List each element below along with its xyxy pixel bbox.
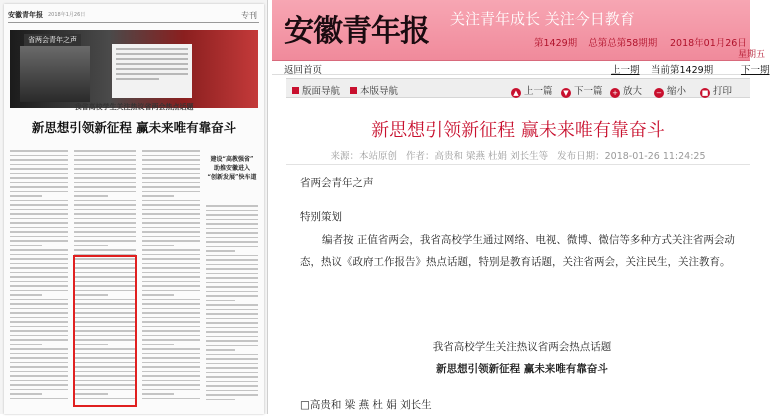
- page-nav-label: 本版导航: [360, 86, 399, 97]
- newspaper-page-scan[interactable]: [0, 0, 268, 414]
- issue-nav-bar: [272, 61, 770, 76]
- square-bullet-icon: [292, 87, 299, 94]
- newspaper-banner-label: 省两会青年之声: [24, 34, 81, 46]
- arrow-down-icon: ▼: [561, 88, 571, 98]
- article-meta: [286, 148, 750, 162]
- prev-article-label: 上一篇: [524, 86, 553, 97]
- printer-icon: ■: [701, 89, 709, 97]
- arrow-up-icon: ▲: [511, 88, 521, 98]
- site-logo[interactable]: 安徽青年报: [284, 14, 429, 49]
- side-headline-line: 建设“高教强省”: [210, 156, 254, 163]
- article-special-label: 特别策划: [300, 211, 342, 223]
- newspaper-headline[interactable]: 新思想引领新征程 赢未来唯有靠奋斗: [31, 120, 237, 135]
- prev-article-button[interactable]: [511, 83, 553, 98]
- article-byline: □高贵和 梁 燕 杜 娟 刘长生: [300, 399, 432, 411]
- article-toolbar: [286, 78, 750, 98]
- newspaper-banner-photo: [20, 46, 90, 102]
- meta-divider: [286, 164, 750, 165]
- zoom-out-button[interactable]: [654, 83, 686, 98]
- print-button[interactable]: [700, 83, 732, 98]
- side-headline-line: 助推安徽进入: [213, 165, 250, 172]
- article-reader: [272, 0, 770, 414]
- plus-icon: +: [610, 88, 620, 98]
- back-home-link[interactable]: 返回首页: [284, 65, 323, 76]
- newspaper-kicker: 我省高校学生关注热议省两会热点话题: [74, 102, 194, 111]
- issue-date: 2018年01月26日: [670, 38, 747, 49]
- square-bullet-icon: [350, 87, 357, 94]
- newspaper-header-rule: [8, 22, 259, 23]
- issue-weekday: 星期五: [738, 50, 766, 60]
- next-article-button[interactable]: [561, 83, 603, 98]
- layout-nav-label: 版面导航: [302, 86, 341, 97]
- issue-info: [534, 35, 665, 49]
- newspaper-editor-note-box: [112, 44, 192, 98]
- newspaper-text-column: [142, 150, 200, 402]
- article-publish-date: 发布日期：2018-01-26 11:24:25: [557, 151, 706, 162]
- site-header: [272, 0, 766, 60]
- newspaper-masthead: 安徽青年报: [8, 10, 43, 19]
- newspaper-side-headline[interactable]: [200, 155, 264, 182]
- site-slogan: 关注青年成长 关注今日教育: [450, 10, 635, 28]
- zoom-in-label: 放大: [623, 86, 643, 97]
- print-label: 打印: [713, 86, 733, 97]
- article-source: 来源：本站原创: [330, 151, 397, 162]
- current-issue-label: 当前第1429期: [651, 65, 714, 76]
- issue-number: 第1429期: [534, 38, 578, 49]
- selected-article-highlight[interactable]: [73, 255, 137, 407]
- newspaper-date-line: 2018年1月26日: [48, 12, 86, 18]
- next-issue-link[interactable]: 下一期: [741, 65, 770, 76]
- article-editor-note: 编者按 正值省两会，我省高校学生通过网络、电视、微博、微信等多种方式关注省两会动态，热议《政府工作报告》热点话题，特别是教育话题，关注省两会，关注民生，关注教育。: [300, 234, 735, 268]
- zoom-out-label: 缩小: [667, 86, 687, 97]
- prev-issue-link[interactable]: 上一期: [611, 65, 640, 76]
- next-article-label: 下一篇: [574, 86, 603, 97]
- article-author: 作者：高贵和 梁燕 杜娟 刘长生等: [406, 151, 549, 162]
- newspaper-section-tag: 专刊: [241, 11, 257, 20]
- zoom-in-button[interactable]: [610, 83, 642, 98]
- page-nav-button[interactable]: [350, 83, 398, 97]
- total-issue-number: 总第总第58期期: [588, 38, 658, 49]
- newspaper-text-column: [10, 150, 68, 402]
- article-subheadline: 新思想引领新征程 赢未来唯有靠奋斗: [436, 363, 608, 375]
- minus-icon: −: [654, 88, 664, 98]
- article-kicker: 我省高校学生关注热议省两会热点话题: [432, 341, 612, 353]
- article-column-name: 省两会青年之声: [300, 177, 374, 189]
- layout-nav-button[interactable]: [292, 83, 340, 97]
- newspaper-text-column: [206, 205, 258, 403]
- side-headline-line: “创新发展”快车道: [207, 174, 257, 181]
- article-title: 新思想引领新征程 赢未来唯有靠奋斗: [371, 120, 665, 141]
